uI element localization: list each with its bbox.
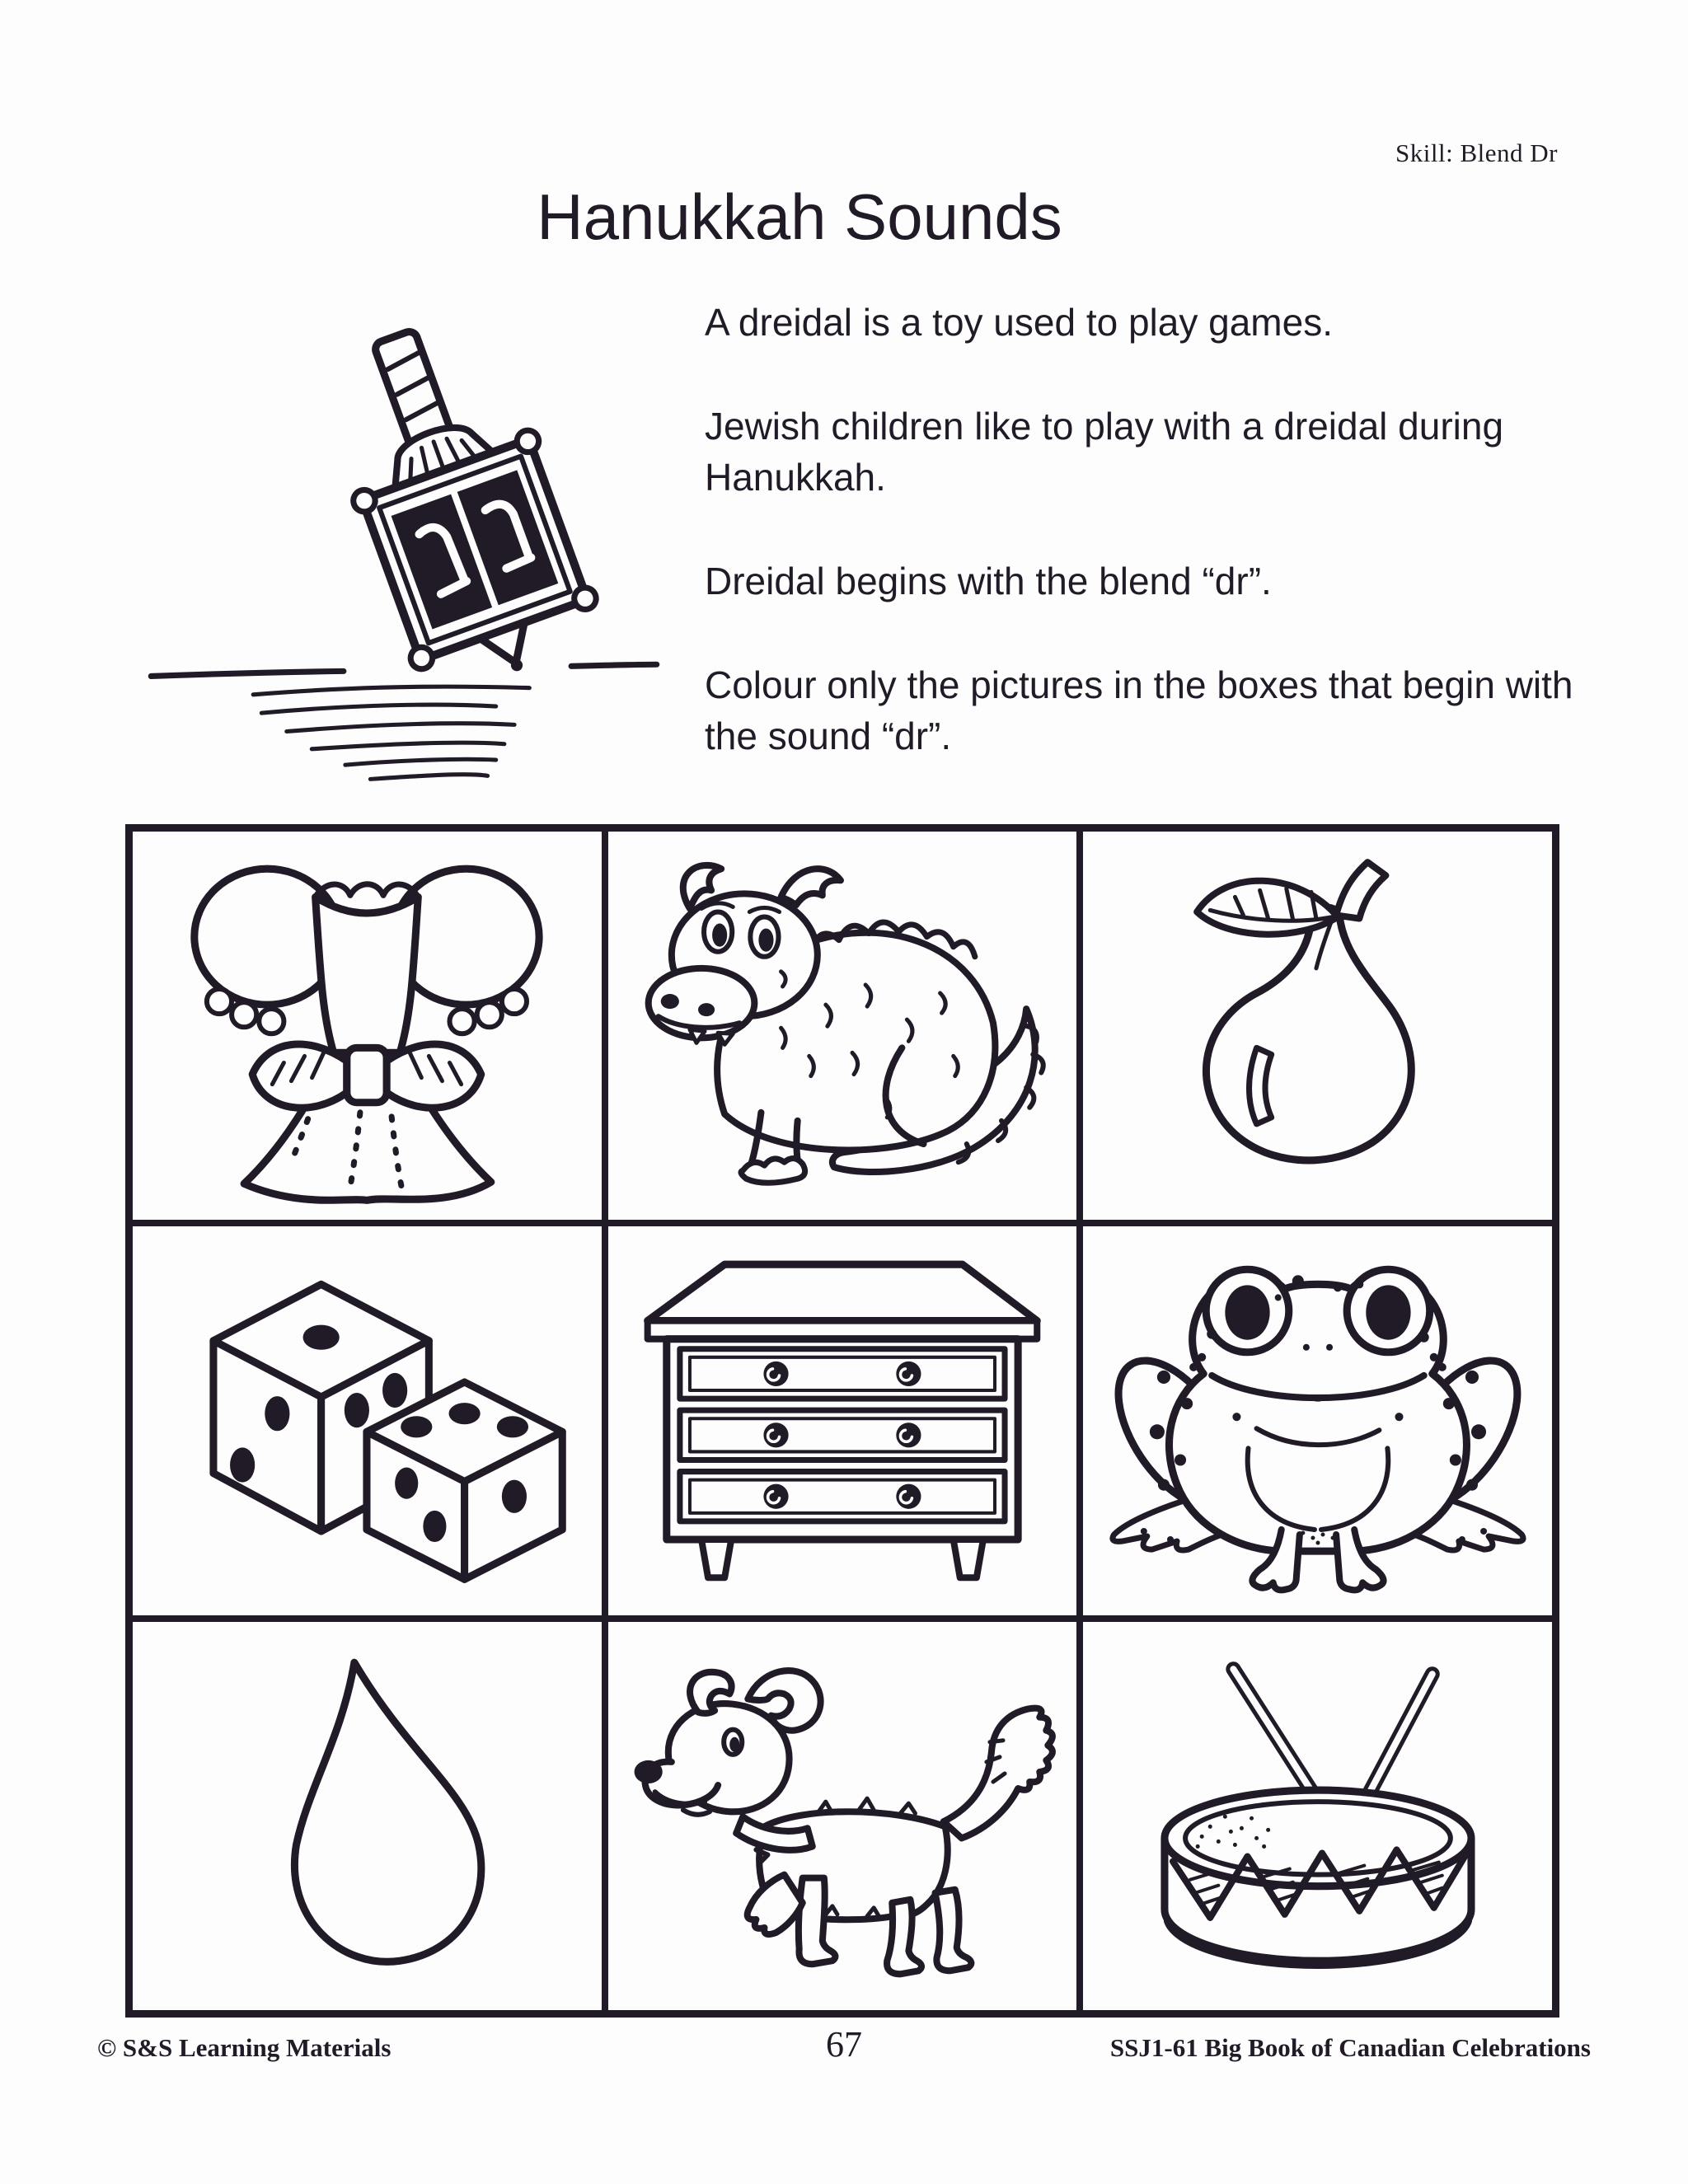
picture-grid <box>125 824 1559 2018</box>
paragraph-jewish-children: Jewish children like to play with a dreidal during Hanukkah. <box>705 405 1504 499</box>
drum-icon <box>1093 1629 1543 2002</box>
grid-cell-dragon[interactable] <box>608 832 1077 1220</box>
grid-cell-drop[interactable] <box>133 1622 602 2010</box>
pear-icon <box>1093 839 1543 1212</box>
skill-label: Skill: Blend Dr <box>1395 138 1558 167</box>
dog-icon <box>617 1629 1067 2002</box>
paragraph-colour-instruction: Colour only the pictures in the boxes that begin with the sound “dr”. <box>705 663 1573 757</box>
page-title: Hanukkah Sounds <box>537 180 1062 253</box>
paragraph-dreidal-toy: A dreidal is a toy used to play games. <box>705 301 1333 344</box>
grid-cell-dice[interactable] <box>133 1226 602 1615</box>
page-footer <box>0 2023 1688 2081</box>
dreidel-icon <box>136 293 672 795</box>
frog-icon <box>1093 1235 1543 1607</box>
grid-cell-dog[interactable] <box>608 1622 1077 2010</box>
grid-cell-pear[interactable] <box>1083 832 1552 1220</box>
grid-cell-drum[interactable] <box>1083 1622 1552 2010</box>
drop-icon <box>142 1629 592 2002</box>
dreidel-illustration <box>136 293 672 795</box>
footer-publisher: © S&S Learning Materials <box>97 2033 392 2062</box>
paragraph-blend-dr: Dreidal begins with the blend “dr”. <box>705 560 1272 602</box>
footer-book-title: SSJ1-61 Big Book of Canadian Celebrations <box>1109 2033 1591 2062</box>
dragon-icon <box>617 839 1067 1212</box>
grid-cell-dresser[interactable] <box>608 1226 1077 1615</box>
instructions <box>705 297 1607 814</box>
grid-cell-dress[interactable] <box>133 832 602 1220</box>
footer-page-number: 67 <box>826 2024 862 2064</box>
dress-icon <box>142 839 592 1212</box>
dice-icon <box>142 1235 592 1607</box>
grid-cell-frog[interactable] <box>1083 1226 1552 1615</box>
dresser-icon <box>617 1235 1067 1607</box>
